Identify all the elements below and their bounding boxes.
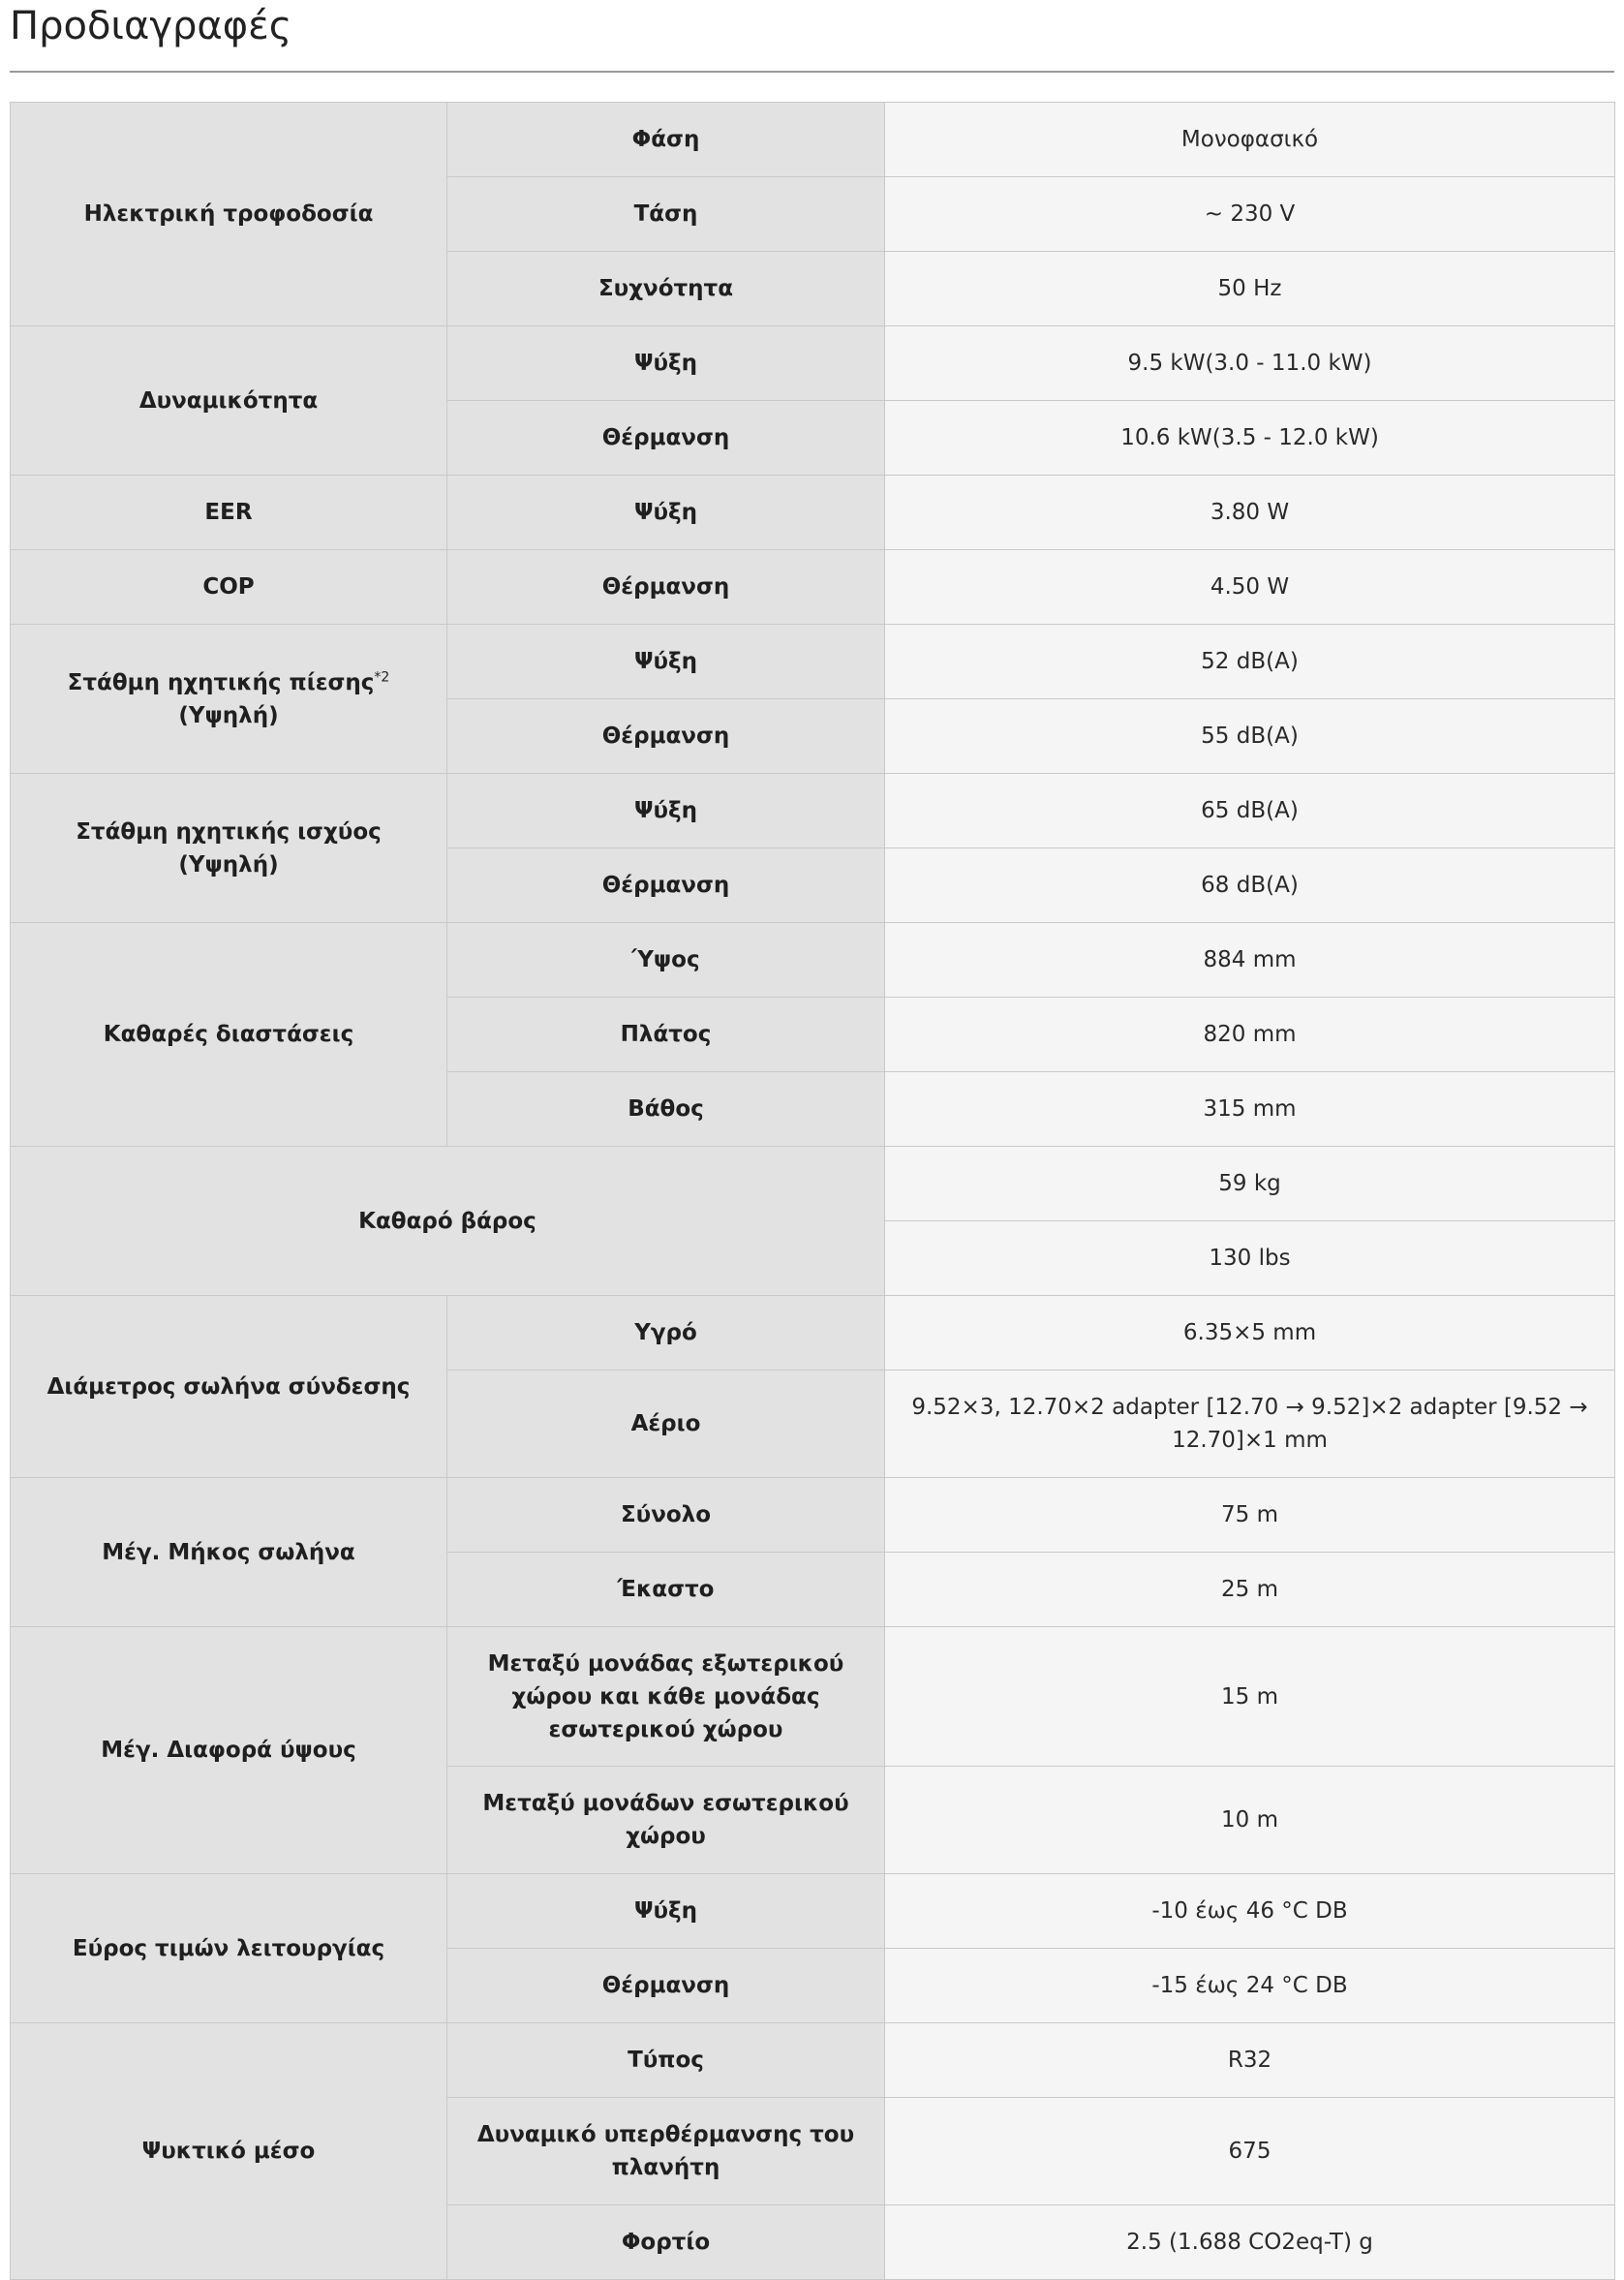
sub-outdoor-indoor: Μεταξύ μονάδας εξωτερικού χώρου και κάθε μονάδας εσωτερικού χώρου xyxy=(447,1627,885,1767)
sub-sound-power-heating: Θέρμανση xyxy=(447,848,885,923)
value-indoor-indoor: 10 m xyxy=(885,1767,1615,1874)
value-charge: 2.5 (1.688 CO2eq-T) g xyxy=(885,2205,1615,2280)
category-eer: EER xyxy=(11,476,447,550)
sub-height: Ύψος xyxy=(447,923,885,998)
page-title: Προδιαγραφές xyxy=(10,4,292,48)
sound-pressure-label: Στάθμη ηχητικής πίεσης xyxy=(67,669,375,695)
value-frequency: 50 Hz xyxy=(885,252,1615,326)
table-row xyxy=(11,1874,1615,1949)
footnote-marker: *2 xyxy=(374,668,390,685)
table-row xyxy=(11,625,1615,699)
value-height: 884 mm xyxy=(885,923,1615,998)
sub-charge: Φορτίο xyxy=(447,2205,885,2280)
sub-voltage: Τάση xyxy=(447,177,885,252)
value-sound-power-cooling: 65 dB(A) xyxy=(885,774,1615,848)
sub-cop: Θέρμανση xyxy=(447,550,885,625)
table-row xyxy=(11,550,1615,625)
value-range-cooling: -10 έως 46 °C DB xyxy=(885,1874,1615,1949)
value-capacity-heating: 10.6 kW(3.5 - 12.0 kW) xyxy=(885,401,1615,476)
category-sound-power: Στάθμη ηχητικής ισχύος (Υψηλή) xyxy=(11,774,447,923)
table-row xyxy=(11,2023,1615,2098)
sub-type: Τύπος xyxy=(447,2023,885,2098)
value-each: 25 m xyxy=(885,1553,1615,1627)
table-row xyxy=(11,923,1615,998)
value-sound-pressure-heating: 55 dB(A) xyxy=(885,699,1615,774)
value-sound-pressure-cooling: 52 dB(A) xyxy=(885,625,1615,699)
table-row xyxy=(11,103,1615,177)
sub-liquid: Υγρό xyxy=(447,1296,885,1371)
table-row xyxy=(11,1478,1615,1553)
sound-pressure-label-suffix: (Υψηλή) xyxy=(178,702,279,728)
value-type: R32 xyxy=(885,2023,1615,2098)
sub-range-heating: Θέρμανση xyxy=(447,1949,885,2023)
sub-total: Σύνολο xyxy=(447,1478,885,1553)
title-divider xyxy=(10,71,1614,73)
sub-frequency: Συχνότητα xyxy=(447,252,885,326)
sub-sound-power-cooling: Ψύξη xyxy=(447,774,885,848)
value-range-heating: -15 έως 24 °C DB xyxy=(885,1949,1615,2023)
sub-depth: Βάθος xyxy=(447,1072,885,1147)
sub-width: Πλάτος xyxy=(447,998,885,1072)
value-voltage: ~ 230 V xyxy=(885,177,1615,252)
value-weight-lbs: 130 lbs xyxy=(885,1221,1615,1296)
sub-range-cooling: Ψύξη xyxy=(447,1874,885,1949)
sub-indoor-indoor: Μεταξύ μονάδων εσωτερικού χώρου xyxy=(447,1767,885,1874)
value-capacity-cooling: 9.5 kW(3.0 - 11.0 kW) xyxy=(885,326,1615,401)
table-row xyxy=(11,326,1615,401)
table-row xyxy=(11,1627,1615,1767)
category-capacity: Δυναμικότητα xyxy=(11,326,447,476)
value-total: 75 m xyxy=(885,1478,1615,1553)
value-eer: 3.80 W xyxy=(885,476,1615,550)
value-depth: 315 mm xyxy=(885,1072,1615,1147)
table-row xyxy=(11,1296,1615,1371)
value-cop: 4.50 W xyxy=(885,550,1615,625)
category-refrigerant: Ψυκτικό μέσο xyxy=(11,2023,447,2280)
category-max-pipe-length: Μέγ. Μήκος σωλήνα xyxy=(11,1478,447,1627)
value-sound-power-heating: 68 dB(A) xyxy=(885,848,1615,923)
sub-capacity-cooling: Ψύξη xyxy=(447,326,885,401)
sub-sound-pressure-heating: Θέρμανση xyxy=(447,699,885,774)
table-row xyxy=(11,774,1615,848)
value-outdoor-indoor: 15 m xyxy=(885,1627,1615,1767)
sub-capacity-heating: Θέρμανση xyxy=(447,401,885,476)
value-phase: Μονοφασικό xyxy=(885,103,1615,177)
category-power-supply: Ηλεκτρική τροφοδοσία xyxy=(11,103,447,326)
sub-each: Έκαστο xyxy=(447,1553,885,1627)
category-cop: COP xyxy=(11,550,447,625)
table-row xyxy=(11,1147,1615,1221)
category-dimensions: Καθαρές διαστάσεις xyxy=(11,923,447,1147)
category-max-height-difference: Μέγ. Διαφορά ύψους xyxy=(11,1627,447,1874)
sub-gas: Αέριο xyxy=(447,1371,885,1478)
sub-phase: Φάση xyxy=(447,103,885,177)
value-width: 820 mm xyxy=(885,998,1615,1072)
sub-eer: Ψύξη xyxy=(447,476,885,550)
category-sound-pressure xyxy=(11,625,447,774)
category-net-weight: Καθαρό βάρος xyxy=(11,1147,885,1296)
value-gwp: 675 xyxy=(885,2098,1615,2205)
value-weight-kg: 59 kg xyxy=(885,1147,1615,1221)
value-gas: 9.52×3, 12.70×2 adapter [12.70 → 9.52]×2 adapter [9.52 → 12.70]×1 mm xyxy=(885,1371,1615,1478)
specifications-table xyxy=(10,102,1615,2280)
table-row xyxy=(11,476,1615,550)
category-operating-range: Εύρος τιμών λειτουργίας xyxy=(11,1874,447,2023)
sub-gwp: Δυναμικό υπερθέρμανσης του πλανήτη xyxy=(447,2098,885,2205)
value-liquid: 6.35×5 mm xyxy=(885,1296,1615,1371)
sub-sound-pressure-cooling: Ψύξη xyxy=(447,625,885,699)
category-pipe-diameter: Διάμετρος σωλήνα σύνδεσης xyxy=(11,1296,447,1478)
